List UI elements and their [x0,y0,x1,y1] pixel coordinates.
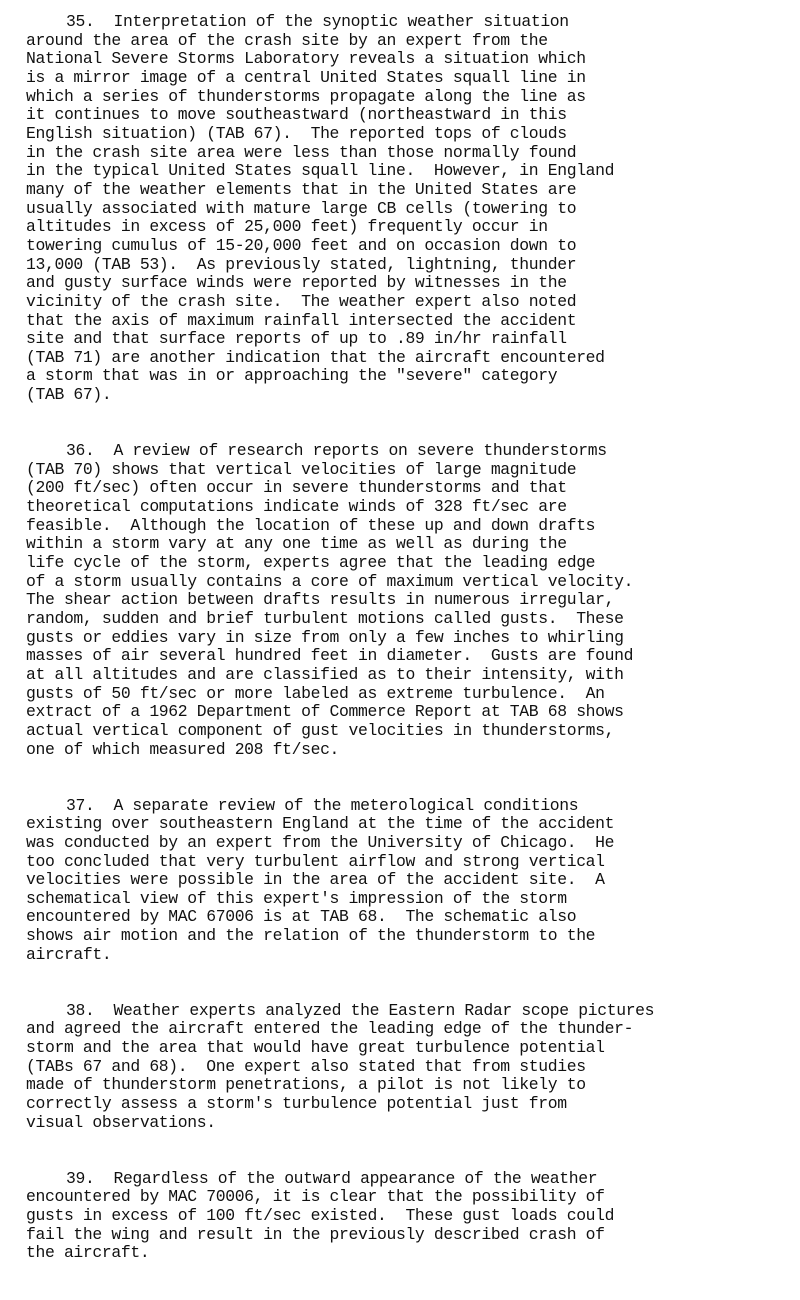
text-line: within a storm vary at any one time as well as during the [26,534,567,554]
text-line: gusts of 50 ft/sec or more labeled as extreme turbulence. An [26,683,605,703]
text-line: and agreed the aircraft entered the leading edge of the thunder- [26,1019,634,1039]
text-line: fail the wing and result in the previously described crash of [26,1224,605,1244]
text-line: it continues to move southeastward (northeastward in this [26,105,567,125]
text-line: one of which measured 208 ft/sec. [26,739,340,759]
text-line: which a series of thunderstorms propagate along the line as [26,86,586,106]
text-line: aircraft. [26,944,112,964]
text-line: (TAB 70) shows that vertical velocities of large magnitude [26,459,577,479]
text-line: that the axis of maximum rainfall intersected the accident [26,310,577,330]
text-line: encountered by MAC 67006 is at TAB 68. The schematic also [26,907,577,927]
text-line: The shear action between drafts results in numerous irregular, [26,590,615,610]
paragraph-number: 39. [66,1168,95,1188]
text-line: towering cumulus of 15-20,000 feet and on occasion down to [26,235,577,255]
document-page [26,13,796,1300]
text-line: 39. Regardless of the outward appearance of the weather [66,1168,598,1188]
text-line: site and that surface reports of up to .89 in/hr rainfall [26,329,567,349]
text-line: random, sudden and brief turbulent motions called gusts. These [26,608,624,628]
text-line: actual vertical component of gust velocities in thunderstorms, [26,720,615,740]
text-line: extract of a 1962 Department of Commerce Report at TAB 68 shows [26,702,624,722]
text-line: gusts or eddies vary in size from only a few inches to whirling [26,627,624,647]
text-line: of a storm usually contains a core of maximum vertical velocity. [26,571,634,591]
text-line: usually associated with mature large CB cells (towering to [26,198,577,218]
text-line: English situation) (TAB 67). The reported tops of clouds [26,123,567,143]
text-line: at all altitudes and are classified as to their intensity, with [26,664,624,684]
text-line: many of the weather elements that in the United States are [26,179,577,199]
text-line: a storm that was in or approaching the "severe" category [26,366,558,386]
text-line: (TABs 67 and 68). One expert also stated that from studies [26,1056,586,1076]
text-line: vicinity of the crash site. The weather expert also noted [26,291,577,311]
text-line: (200 ft/sec) often occur in severe thunderstorms and that [26,478,567,498]
text-line: encountered by MAC 70006, it is clear that the possibility of [26,1187,605,1207]
text-line: (TAB 67). [26,385,112,405]
text-line: in the typical United States squall line. However, in England [26,161,615,181]
text-line: 13,000 (TAB 53). As previously stated, lightning, thunder [26,254,577,274]
paragraph-36 [26,442,796,759]
text-line: feasible. Although the location of these up and down drafts [26,515,596,535]
text-line: storm and the area that would have great turbulence potential [26,1038,605,1058]
text-line: velocities were possible in the area of the accident site. A [26,870,605,890]
text-line: in the crash site area were less than those normally found [26,142,577,162]
text-line: shows air motion and the relation of the thunderstorm to the [26,926,596,946]
paragraph-35 [26,13,796,405]
text-line: and gusty surface winds were reported by witnesses in the [26,273,567,293]
text-line: existing over southeastern England at the time of the accident [26,814,615,834]
text-line: National Severe Storms Laboratory reveals a situation which [26,49,586,69]
text-line: masses of air several hundred feet in diameter. Gusts are found [26,646,634,666]
text-line: 38. Weather experts analyzed the Eastern Radar scope pictures [66,1000,655,1020]
text-line: schematical view of this expert's impression of the storm [26,888,567,908]
paragraph-38 [26,1002,796,1133]
paragraph-number: 36. [66,441,95,461]
text-line: 37. A separate review of the meterological conditions [66,795,579,815]
paragraph-37 [26,797,796,965]
text-line: 36. A review of research reports on severe thunderstorms [66,441,607,461]
text-line: made of thunderstorm penetrations, a pilot is not likely to [26,1075,586,1095]
paragraph-39 [26,1170,796,1263]
text-line: 35. Interpretation of the synoptic weather situation [66,12,569,31]
text-line: was conducted by an expert from the University of Chicago. He [26,832,615,852]
text-line: around the area of the crash site by an expert from the [26,30,548,50]
text-line: theoretical computations indicate winds of 328 ft/sec are [26,497,567,517]
text-line: gusts in excess of 100 ft/sec existed. These gust loads could [26,1205,615,1225]
text-line: too concluded that very turbulent airflow and strong vertical [26,851,605,871]
text-line: is a mirror image of a central United States squall line in [26,67,586,87]
text-line: life cycle of the storm, experts agree that the leading edge [26,553,596,573]
paragraph-number: 37. [66,795,95,815]
text-line: visual observations. [26,1112,216,1132]
paragraph-number: 35. [66,12,95,31]
text-line: altitudes in excess of 25,000 feet) frequently occur in [26,217,548,237]
text-line: correctly assess a storm's turbulence potential just from [26,1094,567,1114]
text-line: (TAB 71) are another indication that the aircraft encountered [26,347,605,367]
text-line: the aircraft. [26,1243,150,1263]
paragraph-number: 38. [66,1000,95,1020]
